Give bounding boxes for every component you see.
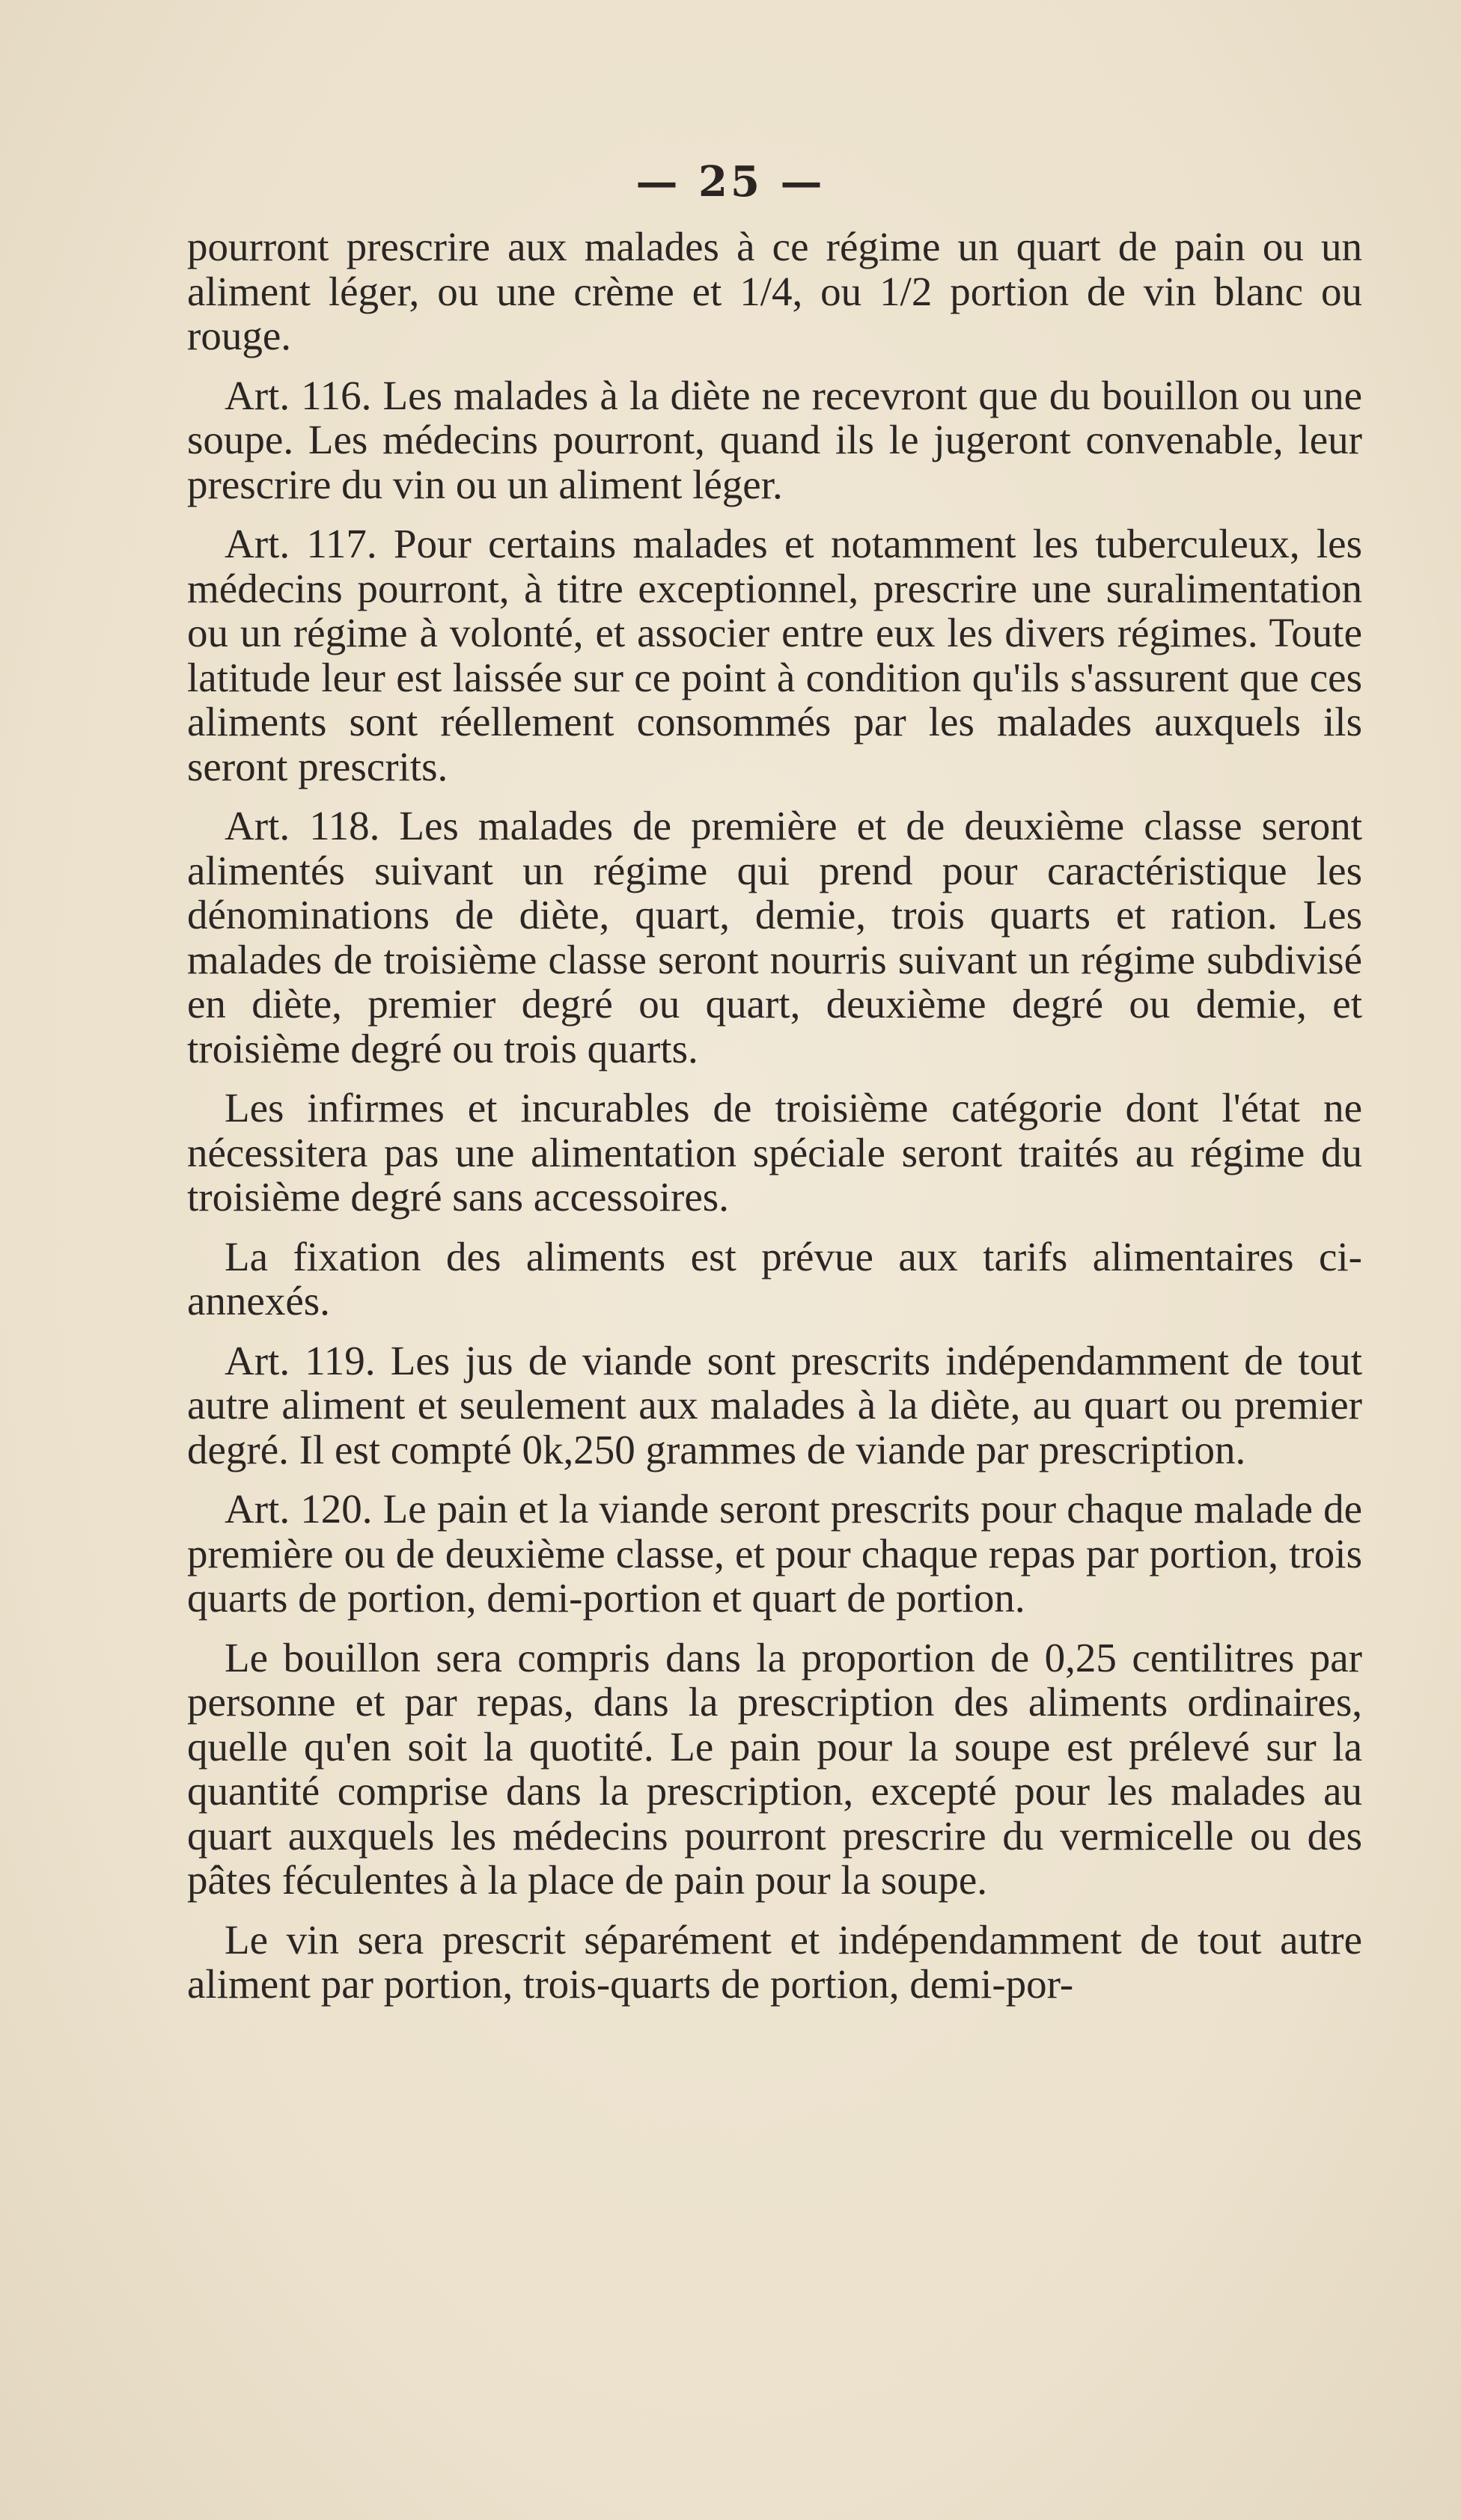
paragraph: Le vin sera prescrit séparément et indépendamment de tout autre aliment par portion, trois-quarts de portion, demi-por- (187, 1916, 1362, 2007)
paragraph: Les infirmes et incurables de troisième catégorie dont l'état ne nécessitera pas une alimentation spéciale seront traités au régime du troisième degré sans accessoires. (187, 1085, 1362, 1220)
paragraph: pourront prescrire aux malades à ce régime un quart de pain ou un aliment léger, ou une crème et 1/4, ou 1/2 portion de vin blanc ou rouge. (187, 224, 1362, 358)
paragraph: Le bouillon sera compris dans la proportion de 0,25 centilitres par personne et par repas, dans la prescription des aliments ordinaires, quelle qu'en soit la quotité. Le pain pour la soupe est prélevé sur la quantité comprise dans la prescription, excepté pour les malades au quart auxquels les médecins pourront prescrire du vermicelle ou des pâtes féculentes à la place de pain pour la soupe. (187, 1634, 1362, 1903)
paragraph: Art. 116. Les malades à la diète ne recevront que du bouillon ou une soupe. Les médecins pourront, quand ils le jugeront convenable, leur prescrire du vin ou un aliment léger. (187, 372, 1362, 507)
paragraph: La fixation des aliments est prévue aux tarifs alimentaires ci-annexés. (187, 1233, 1362, 1324)
page-number: — 25 — (635, 157, 826, 207)
body-text (187, 224, 1362, 2022)
paragraph: Art. 117. Pour certains malades et notamment les tuberculeux, les médecins pourront, à titre exceptionnel, prescrire une suralimentation ou un régime à volonté, et associer entre eux les divers régimes. Toute latitude leur est laissée sur ce point à condition qu'ils s'assurent que ces aliments sont réellement consommés par les malades auxquels ils seront prescrits. (187, 521, 1362, 789)
paragraph: Art. 118. Les malades de première et de deuxième classe seront alimentés suivant un régime qui prend pour caractéristique les dénominations de diète, quart, demie, trois quarts et ration. Les malades de troisième classe seront nourris suivant un régime subdivisé en diète, premier degré ou quart, deuxième degré ou demie, et troisième degré ou trois quarts. (187, 803, 1362, 1071)
paragraph: Art. 120. Le pain et la viande seront prescrits pour chaque malade de première ou de deuxième classe, et pour chaque repas par portion, trois quarts de portion, demi-portion et quart de portion. (187, 1486, 1362, 1621)
paragraph: Art. 119. Les jus de viande sont prescrits indépendamment de tout autre aliment et seulement aux malades à la diète, au quart ou premier degré. Il est compté 0k,250 grammes de viande par prescription. (187, 1337, 1362, 1472)
